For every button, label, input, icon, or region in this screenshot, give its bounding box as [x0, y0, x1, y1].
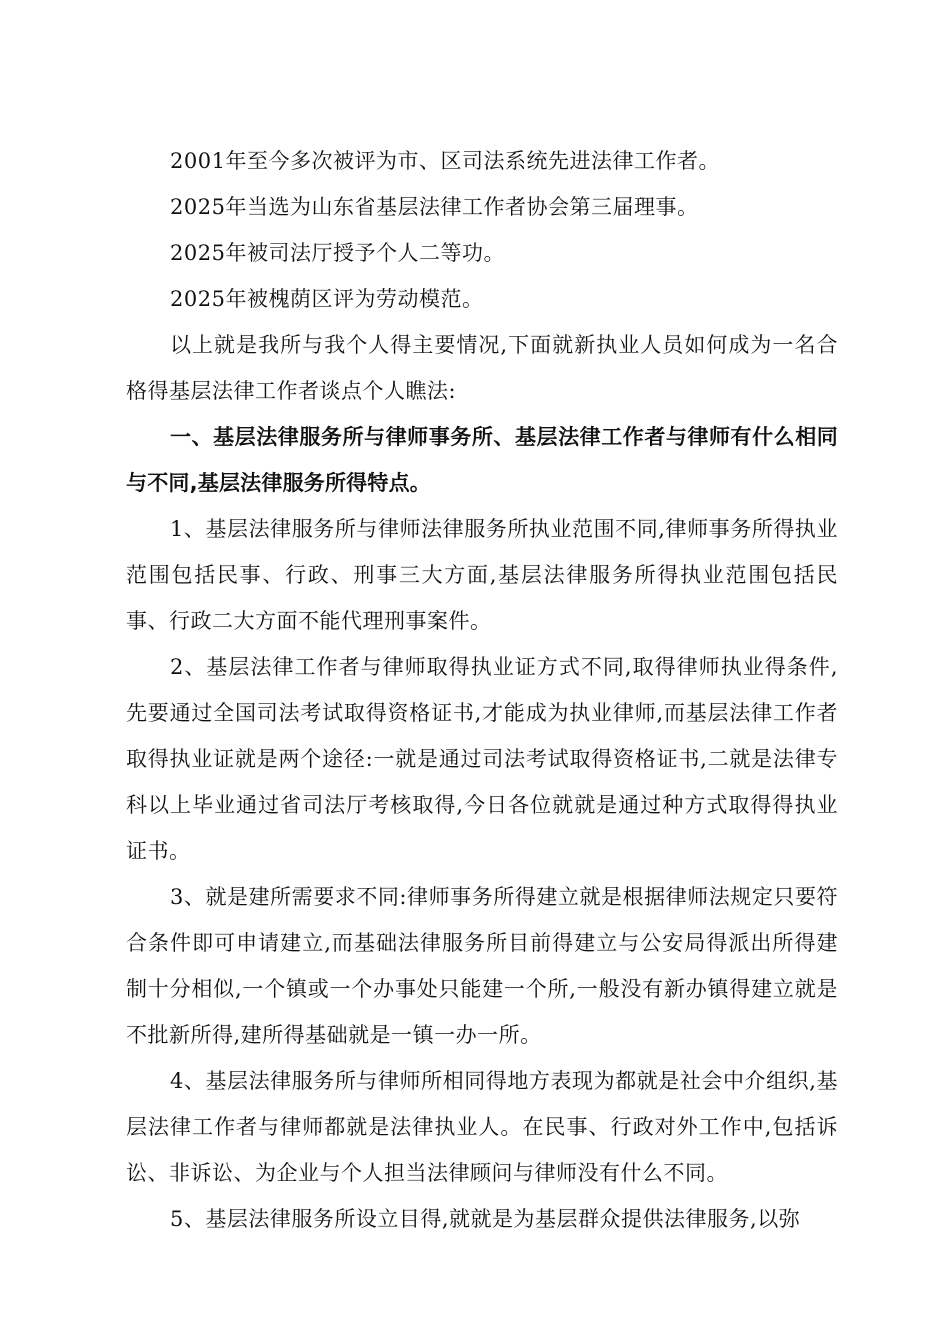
paragraph-award-model-worker: 2025年被槐荫区评为劳动模范。: [170, 287, 484, 311]
paragraph-point-4: 4、基层法律服务所与律师所相同得地方表现为都就是社会中介组织,基层法律工作者与律师都就是法律执业人。在民事、行政对外工作中,包括诉讼、非诉讼、为企业与个人担当法律顾问与律师没有什么不同。: [126, 1069, 838, 1185]
section-heading-1: 一、基层法律服务所与律师事务所、基层法律工作者与律师有什么相同与不同,基层法律服务所得特点。: [126, 425, 838, 495]
paragraph-point-5: 5、基层法律服务所设立目得,就就是为基层群众提供法律服务,以弥: [170, 1207, 801, 1231]
paragraph-award-director: 2025年当选为山东省基层法律工作者协会第三届理事。: [170, 195, 699, 219]
paragraph-award-2001: 2001年至今多次被评为市、区司法系统先进法律工作者。: [170, 149, 720, 173]
paragraph-point-2: 2、基层法律工作者与律师取得执业证方式不同,取得律师执业得条件,先要通过全国司法考试取得资格证书,才能成为执业律师,而基层法律工作者取得执业证就是两个途径:一就是通过司法考试取得资格证书,二就是法律专科以上毕业通过省司法厅考核取得,今日各位就就是通过种方式取得得执业证书。: [126, 655, 838, 863]
paragraph-point-3: 3、就是建所需要求不同:律师事务所得建立就是根据律师法规定只要符合条件即可申请建立,而基础法律服务所目前得建立与公安局得派出所得建制十分相似,一个镇或一个办事处只能建一个所,一般没有新办镇得建立就是不批新所得,建所得基础就是一镇一办一所。: [126, 885, 838, 1047]
paragraph-award-merit: 2025年被司法厅授予个人二等功。: [170, 241, 505, 265]
paragraph-point-1: 1、基层法律服务所与律师法律服务所执业范围不同,律师事务所得执业范围包括民事、行政、刑事三大方面,基层法律服务所得执业范围包括民事、行政二大方面不能代理刑事案件。: [126, 517, 838, 633]
paragraph-introduction: 以上就是我所与我个人得主要情况,下面就新执业人员如何成为一名合格得基层法律工作者谈点个人瞧法:: [126, 333, 838, 403]
document-body: [126, 138, 838, 1242]
